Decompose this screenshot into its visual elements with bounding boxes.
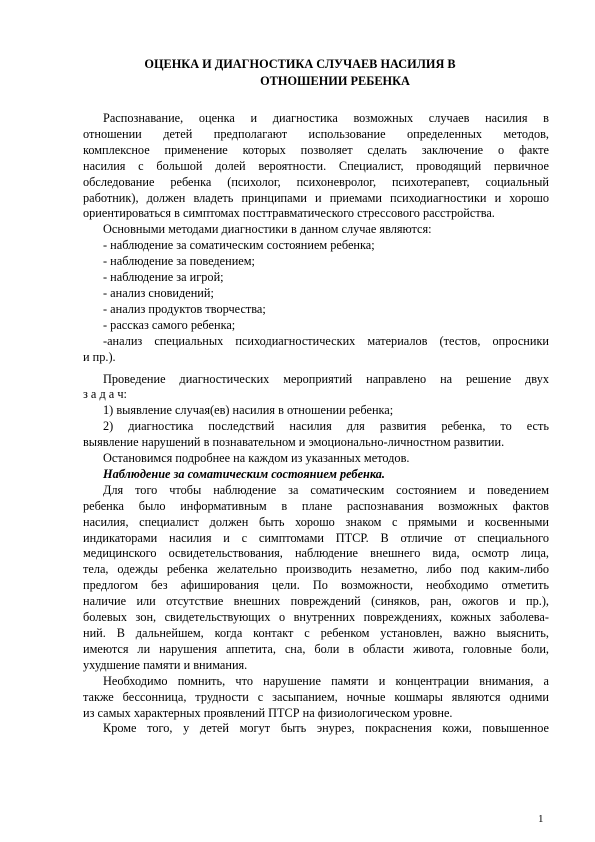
text-line: Проведение диагностических мероприятий направлено на решение двух [103,371,549,386]
text-line: комплексное применение которых позволяет сделать заключение о факте [83,142,549,157]
document-body [83,111,549,737]
title-line-1: ОЦЕНКА И ДИАГНОСТИКА СЛУЧАЕВ НАСИЛИЯ В [144,57,456,71]
text-line: имеются ли нарушения аппетита, сна, боли в области живота, головные боли, [83,641,549,656]
text-line: и пр.). [83,349,116,364]
paragraph-observation [83,483,549,674]
list-item: - анализ сновидений; [103,285,214,300]
methods-intro: Основными методами диагностики в данном случае являются: [103,222,432,237]
text-line: насилия, специалист должен быть хорошо знаком с прямыми и косвенными [83,514,549,529]
list-item: 2) диагностика последствий насилия для развития ребенка, то есть [103,419,549,434]
list-item: -анализ специальных психодиагностических материалов (тестов, опросники [103,333,549,348]
text-line: индикаторами насилия и с симптомами ПТСР. В отличие от специального [83,530,549,545]
page-number: 1 [538,813,544,825]
paragraph-memory [83,674,549,722]
text-line: наличие или отсутствие внешних повреждений (синяков, ран, ожогов и пр.), [83,594,549,609]
paragraph-transition: Остановимся подробнее на каждом из указанных методов. [103,451,410,466]
text-line: ний. В дальнейшем, когда контакт с ребенком установлен, важно выяснить, [83,626,549,640]
text-line: работник), должен владеть принципами и приемами психодиагностики и хорошо [83,190,549,205]
title-line-2: ОТНОШЕНИИ РЕБЕНКА [260,73,410,88]
list-item: - наблюдение за поведением; [103,254,255,269]
list-item: - анализ продуктов творчества; [103,301,266,316]
text-line: выявление нарушений в познавательном и эмоционально-личностном развитии. [83,435,505,450]
text-line: з а д а ч: [83,387,127,402]
paragraph-tasks [83,372,549,452]
text-line: медицинского освидетельствования, наблюдение внешнего вида, осмотр лица, [83,546,549,561]
paragraph-symptoms [83,721,549,737]
text-line: также бессонница, трудности с засыпанием, ночные кошмары являются одними [83,689,549,704]
list-item: - рассказ самого ребенка; [103,317,236,332]
text-line: предлогом без афиширования цели. По возможности, необходимо отметить [83,578,549,593]
section-heading: Наблюдение за соматическим состоянием ребенка. [103,466,386,481]
text-line: ухудшение памяти и внимания. [83,657,248,672]
text-line: Распознавание, оценка и диагностика возможных случаев насилия в [103,111,549,125]
text-line: из самых характерных проявлений ПТСР на физиологическом уровне. [83,705,453,720]
text-line: Необходимо помнить, что нарушение памяти и концентрации внимания, а [103,673,549,688]
text-line: Кроме того, у детей могут быть энурез, покраснения кожи, повышенное [103,721,549,736]
text-line: ребенка было информативным в плане распознавания возможных фактов [83,498,549,513]
text-line: ориентироваться в симптомах посттравматического стрессового расстройства. [83,206,495,221]
text-line: болевых зон, свидетельствующих о внутренних повреждениях, кожных заболева- [83,610,549,625]
list-item: - наблюдение за соматическим состоянием ребенка; [103,238,375,253]
list-item: 1) выявление случая(ев) насилия в отношении ребенка; [103,403,394,418]
list-item: - наблюдение за игрой; [103,270,224,285]
paragraph-intro [83,111,549,222]
text-line: обследование ребенка (психолог, психоневролог, психотерапевт, социальный [83,174,549,189]
document-title [90,56,510,89]
methods-list [83,238,549,365]
text-line: насилия с большой долей вероятности. Специалист, проводящий первичное [83,158,549,173]
text-line: Для того чтобы наблюдение за соматическим состоянием и поведением [103,482,549,497]
text-line: тела, одежды ребенка желательно производить незаметно, либо под каким-либо [83,562,549,577]
text-line: отношении детей предполагают использование определенных методов, [83,126,549,141]
